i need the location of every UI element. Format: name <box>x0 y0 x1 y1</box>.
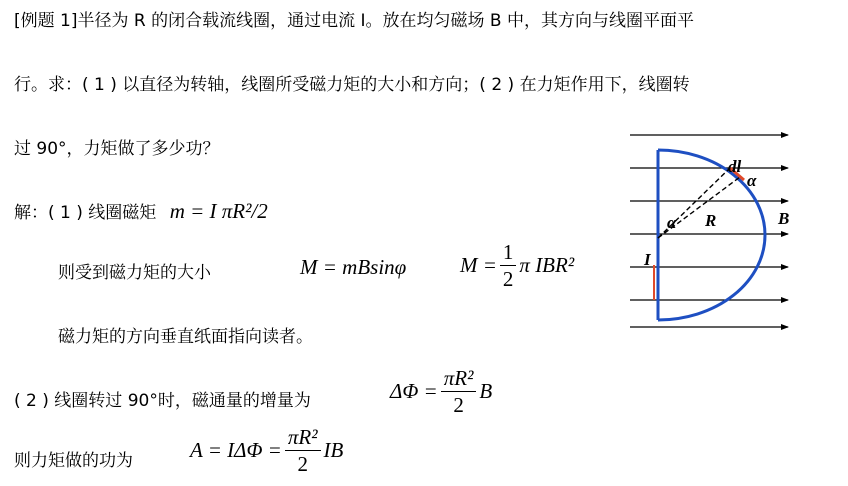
label-I: I <box>644 250 651 269</box>
torque-rest: π IBR² <box>519 253 575 277</box>
coil-diagram <box>610 120 810 340</box>
flux-increment-formula <box>390 366 492 417</box>
work-fraction <box>285 425 321 476</box>
work-label: 则力矩做的功为 <box>14 451 133 471</box>
flux-rest: B <box>479 379 493 403</box>
label-R: R <box>705 211 717 230</box>
torque-lhs: M = <box>460 253 497 277</box>
solution-step-1 <box>14 198 268 224</box>
problem-line-2: 行。求：( 1 ) 以直径为转轴，线圈所受磁力矩的大小和方向；( 2 ) 在力矩作用下，线圈转 <box>14 75 690 95</box>
torque-fraction <box>500 240 517 291</box>
torque-fraction-numerator: 1 <box>500 240 517 266</box>
magnetic-moment-formula: m = I πR²/2 <box>169 199 268 223</box>
problem-line-3: 过 90°，力矩做了多少功？ <box>14 139 220 159</box>
torque-fraction-denominator: 2 <box>502 267 514 291</box>
torque-formula-general: M = mBsinφ <box>300 255 407 279</box>
work-fraction-denominator: 2 <box>297 452 308 476</box>
torque-magnitude-label: 则受到磁力矩的大小 <box>58 263 211 283</box>
label-alpha-top: α <box>747 171 757 190</box>
label-dl: dl <box>728 157 742 176</box>
flux-lhs: ΔΦ = <box>390 379 438 403</box>
work-lhs: A = IΔΦ = <box>190 438 282 462</box>
flux-increment-label: ( 2 ) 线圈转过 90°时，磁通量的增量为 <box>14 391 311 411</box>
torque-formula-result <box>460 240 574 291</box>
label-alpha-center: α <box>667 213 677 232</box>
torque-direction-text: 磁力矩的方向垂直纸面指向读者。 <box>58 327 313 347</box>
flux-fraction-numerator: πR² <box>441 366 477 392</box>
label-B: B <box>778 209 790 228</box>
work-formula <box>190 425 343 476</box>
problem-line-1: [例题 1]半径为 R 的闭合载流线圈，通过电流 I。放在均匀磁场 B 中，其方向与线圈平面平 <box>14 11 694 31</box>
work-rest: IB <box>323 438 344 462</box>
solution-step-1-label: 解：( 1 ) 线圈磁矩 <box>14 203 157 223</box>
flux-fraction <box>441 366 477 417</box>
flux-fraction-denominator: 2 <box>453 393 464 417</box>
work-fraction-numerator: πR² <box>285 425 321 451</box>
